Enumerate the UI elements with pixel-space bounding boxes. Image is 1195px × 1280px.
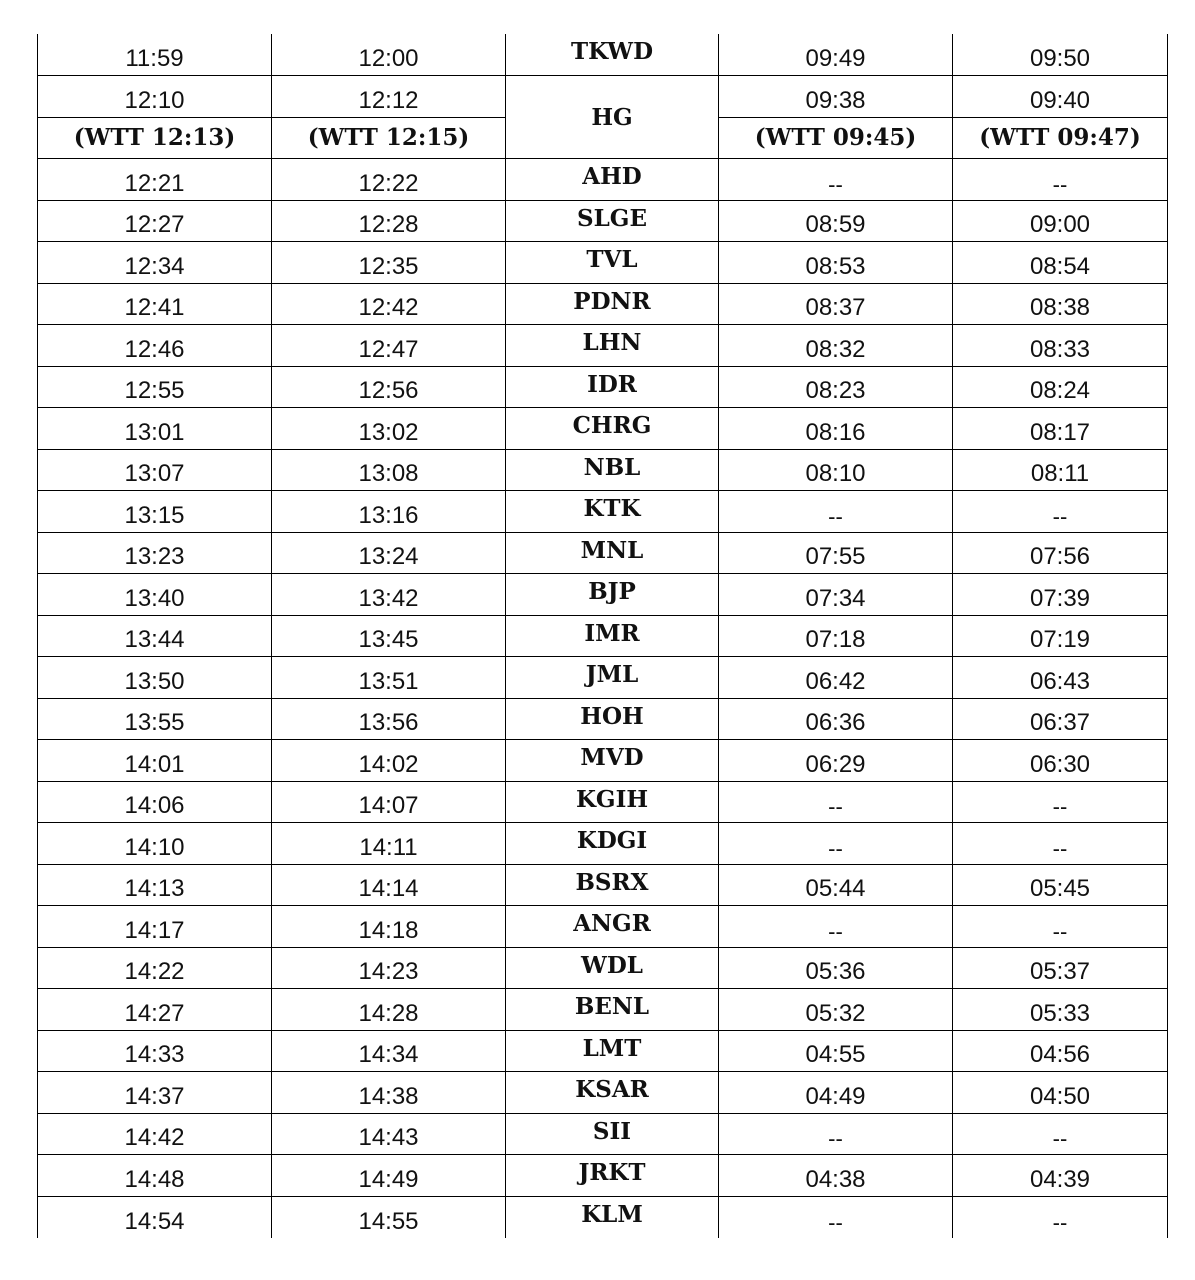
down-arrival-cell: 06:42 bbox=[719, 657, 953, 699]
up-departure-cell: 12:12 bbox=[272, 76, 506, 118]
table-row bbox=[38, 698, 1168, 740]
up-departure-cell: 14:43 bbox=[272, 1113, 506, 1155]
down-departure-cell: 04:56 bbox=[953, 1030, 1168, 1072]
up-arrival-cell: 14:27 bbox=[38, 989, 272, 1031]
up-arrival-cell: 14:48 bbox=[38, 1155, 272, 1197]
up-departure-cell: 14:28 bbox=[272, 989, 506, 1031]
table-row bbox=[38, 532, 1168, 574]
up-departure-cell: 13:45 bbox=[272, 615, 506, 657]
down-arrival-cell: -- bbox=[719, 781, 953, 823]
up-departure-cell: 14:23 bbox=[272, 947, 506, 989]
station-code-cell: SII bbox=[506, 1113, 719, 1155]
up-arrival-cell: 14:17 bbox=[38, 906, 272, 948]
down-departure-cell: 09:50 bbox=[953, 34, 1168, 76]
up-departure-cell: 12:35 bbox=[272, 242, 506, 284]
up-departure-cell: 12:42 bbox=[272, 283, 506, 325]
down-arrival-cell: 07:34 bbox=[719, 574, 953, 616]
table-row bbox=[38, 159, 1168, 201]
down-arrival-cell: -- bbox=[719, 159, 953, 201]
timetable bbox=[37, 34, 1168, 1238]
down-departure-cell: 07:39 bbox=[953, 574, 1168, 616]
station-code-cell: BENL bbox=[506, 989, 719, 1031]
down-departure-cell: -- bbox=[953, 781, 1168, 823]
up-departure-cell: 13:02 bbox=[272, 408, 506, 450]
up-departure-cell: 12:00 bbox=[272, 34, 506, 76]
down-departure-cell: 05:33 bbox=[953, 989, 1168, 1031]
down-arrival-cell: 08:10 bbox=[719, 449, 953, 491]
table-row bbox=[38, 34, 1168, 76]
up-arrival-cell: 13:44 bbox=[38, 615, 272, 657]
station-code-cell: HOH bbox=[506, 698, 719, 740]
wtt-down-departure-cell: (WTT 09:47) bbox=[953, 117, 1168, 159]
down-departure-cell: -- bbox=[953, 823, 1168, 865]
station-code-cell: MVD bbox=[506, 740, 719, 782]
down-departure-cell: -- bbox=[953, 491, 1168, 533]
down-departure-cell: 04:39 bbox=[953, 1155, 1168, 1197]
down-arrival-cell: 08:37 bbox=[719, 283, 953, 325]
station-code-cell: TVL bbox=[506, 242, 719, 284]
down-departure-cell: -- bbox=[953, 1113, 1168, 1155]
table-row bbox=[38, 615, 1168, 657]
table-row bbox=[38, 657, 1168, 699]
down-arrival-cell: 04:49 bbox=[719, 1072, 953, 1114]
station-code-cell: KTK bbox=[506, 491, 719, 533]
station-code-cell: JRKT bbox=[506, 1155, 719, 1197]
down-arrival-cell: -- bbox=[719, 823, 953, 865]
down-departure-cell: -- bbox=[953, 906, 1168, 948]
up-arrival-cell: 12:10 bbox=[38, 76, 272, 118]
up-arrival-cell: 13:07 bbox=[38, 449, 272, 491]
table-row bbox=[38, 325, 1168, 367]
table-row bbox=[38, 1113, 1168, 1155]
station-code-cell: BSRX bbox=[506, 864, 719, 906]
down-departure-cell: 05:37 bbox=[953, 947, 1168, 989]
station-code-cell: SLGE bbox=[506, 200, 719, 242]
table-row bbox=[38, 1030, 1168, 1072]
up-arrival-cell: 12:55 bbox=[38, 366, 272, 408]
down-arrival-cell: 05:44 bbox=[719, 864, 953, 906]
up-departure-cell: 12:56 bbox=[272, 366, 506, 408]
down-arrival-cell: 07:55 bbox=[719, 532, 953, 574]
table-row bbox=[38, 947, 1168, 989]
up-departure-cell: 14:18 bbox=[272, 906, 506, 948]
down-departure-cell: 09:40 bbox=[953, 76, 1168, 118]
table-row bbox=[38, 740, 1168, 782]
wtt-down-arrival-cell: (WTT 09:45) bbox=[719, 117, 953, 159]
down-departure-cell: 08:54 bbox=[953, 242, 1168, 284]
station-code-cell: KLM bbox=[506, 1196, 719, 1238]
down-departure-cell: 04:50 bbox=[953, 1072, 1168, 1114]
up-arrival-cell: 14:13 bbox=[38, 864, 272, 906]
station-code-cell: BJP bbox=[506, 574, 719, 616]
table-row bbox=[38, 449, 1168, 491]
down-departure-cell: 05:45 bbox=[953, 864, 1168, 906]
table-row bbox=[38, 989, 1168, 1031]
up-departure-cell: 14:38 bbox=[272, 1072, 506, 1114]
up-departure-cell: 12:22 bbox=[272, 159, 506, 201]
up-departure-cell: 13:42 bbox=[272, 574, 506, 616]
down-arrival-cell: 05:32 bbox=[719, 989, 953, 1031]
station-code-cell: HG bbox=[506, 76, 719, 159]
down-arrival-cell: 04:38 bbox=[719, 1155, 953, 1197]
up-departure-cell: 12:28 bbox=[272, 200, 506, 242]
up-arrival-cell: 12:21 bbox=[38, 159, 272, 201]
down-departure-cell: 08:11 bbox=[953, 449, 1168, 491]
wtt-up-arrival-cell: (WTT 12:13) bbox=[38, 117, 272, 159]
down-arrival-cell: -- bbox=[719, 491, 953, 533]
up-arrival-cell: 14:33 bbox=[38, 1030, 272, 1072]
down-arrival-cell: -- bbox=[719, 906, 953, 948]
up-arrival-cell: 12:46 bbox=[38, 325, 272, 367]
station-code-cell: KDGI bbox=[506, 823, 719, 865]
up-departure-cell: 14:14 bbox=[272, 864, 506, 906]
station-code-cell: NBL bbox=[506, 449, 719, 491]
up-departure-cell: 13:24 bbox=[272, 532, 506, 574]
table-row bbox=[38, 1196, 1168, 1238]
up-departure-cell: 13:08 bbox=[272, 449, 506, 491]
down-arrival-cell: 05:36 bbox=[719, 947, 953, 989]
up-departure-cell: 13:16 bbox=[272, 491, 506, 533]
up-departure-cell: 13:56 bbox=[272, 698, 506, 740]
down-arrival-cell: 09:38 bbox=[719, 76, 953, 118]
table-row bbox=[38, 1072, 1168, 1114]
station-code-cell: PDNR bbox=[506, 283, 719, 325]
up-departure-cell: 14:49 bbox=[272, 1155, 506, 1197]
up-arrival-cell: 14:10 bbox=[38, 823, 272, 865]
table-row bbox=[38, 906, 1168, 948]
down-departure-cell: 08:24 bbox=[953, 366, 1168, 408]
table-row bbox=[38, 283, 1168, 325]
down-departure-cell: 08:33 bbox=[953, 325, 1168, 367]
up-arrival-cell: 13:15 bbox=[38, 491, 272, 533]
up-departure-cell: 13:51 bbox=[272, 657, 506, 699]
down-departure-cell: 06:37 bbox=[953, 698, 1168, 740]
up-arrival-cell: 14:37 bbox=[38, 1072, 272, 1114]
station-code-cell: KSAR bbox=[506, 1072, 719, 1114]
wtt-up-departure-cell: (WTT 12:15) bbox=[272, 117, 506, 159]
table-row bbox=[38, 366, 1168, 408]
table-row bbox=[38, 491, 1168, 533]
down-arrival-cell: 08:53 bbox=[719, 242, 953, 284]
table-row bbox=[38, 242, 1168, 284]
up-arrival-cell: 14:01 bbox=[38, 740, 272, 782]
station-code-cell: MNL bbox=[506, 532, 719, 574]
down-departure-cell: 08:17 bbox=[953, 408, 1168, 450]
table-row bbox=[38, 823, 1168, 865]
up-arrival-cell: 14:22 bbox=[38, 947, 272, 989]
down-arrival-cell: 09:49 bbox=[719, 34, 953, 76]
table-row bbox=[38, 408, 1168, 450]
down-departure-cell: 06:30 bbox=[953, 740, 1168, 782]
up-arrival-cell: 13:23 bbox=[38, 532, 272, 574]
up-arrival-cell: 12:34 bbox=[38, 242, 272, 284]
up-arrival-cell: 14:42 bbox=[38, 1113, 272, 1155]
down-arrival-cell: 08:32 bbox=[719, 325, 953, 367]
timetable-body bbox=[38, 34, 1168, 1238]
up-departure-cell: 12:47 bbox=[272, 325, 506, 367]
up-departure-cell: 14:07 bbox=[272, 781, 506, 823]
up-departure-cell: 14:02 bbox=[272, 740, 506, 782]
up-departure-cell: 14:55 bbox=[272, 1196, 506, 1238]
station-code-cell: JML bbox=[506, 657, 719, 699]
down-arrival-cell: 07:18 bbox=[719, 615, 953, 657]
up-arrival-cell: 14:06 bbox=[38, 781, 272, 823]
down-arrival-cell: -- bbox=[719, 1196, 953, 1238]
down-departure-cell: -- bbox=[953, 159, 1168, 201]
up-arrival-cell: 13:55 bbox=[38, 698, 272, 740]
station-code-cell: CHRG bbox=[506, 408, 719, 450]
up-arrival-cell: 13:40 bbox=[38, 574, 272, 616]
station-code-cell: ANGR bbox=[506, 906, 719, 948]
down-arrival-cell: 08:59 bbox=[719, 200, 953, 242]
up-departure-cell: 14:34 bbox=[272, 1030, 506, 1072]
up-arrival-cell: 13:50 bbox=[38, 657, 272, 699]
down-arrival-cell: 06:29 bbox=[719, 740, 953, 782]
station-code-cell: WDL bbox=[506, 947, 719, 989]
down-arrival-cell: 08:23 bbox=[719, 366, 953, 408]
station-code-cell: LHN bbox=[506, 325, 719, 367]
up-arrival-cell: 14:54 bbox=[38, 1196, 272, 1238]
up-arrival-cell: 11:59 bbox=[38, 34, 272, 76]
table-row bbox=[38, 864, 1168, 906]
down-departure-cell: 09:00 bbox=[953, 200, 1168, 242]
down-departure-cell: 08:38 bbox=[953, 283, 1168, 325]
station-code-cell: KGIH bbox=[506, 781, 719, 823]
down-arrival-cell: 06:36 bbox=[719, 698, 953, 740]
table-row bbox=[38, 200, 1168, 242]
down-departure-cell: -- bbox=[953, 1196, 1168, 1238]
down-arrival-cell: 08:16 bbox=[719, 408, 953, 450]
station-code-cell: LMT bbox=[506, 1030, 719, 1072]
table-row bbox=[38, 781, 1168, 823]
station-code-cell: IDR bbox=[506, 366, 719, 408]
station-code-cell: TKWD bbox=[506, 34, 719, 76]
up-arrival-cell: 13:01 bbox=[38, 408, 272, 450]
station-code-cell: IMR bbox=[506, 615, 719, 657]
down-departure-cell: 06:43 bbox=[953, 657, 1168, 699]
down-departure-cell: 07:56 bbox=[953, 532, 1168, 574]
down-arrival-cell: -- bbox=[719, 1113, 953, 1155]
up-arrival-cell: 12:27 bbox=[38, 200, 272, 242]
up-arrival-cell: 12:41 bbox=[38, 283, 272, 325]
table-row bbox=[38, 76, 1168, 118]
station-code-cell: AHD bbox=[506, 159, 719, 201]
table-row bbox=[38, 574, 1168, 616]
down-arrival-cell: 04:55 bbox=[719, 1030, 953, 1072]
down-departure-cell: 07:19 bbox=[953, 615, 1168, 657]
table-row bbox=[38, 1155, 1168, 1197]
up-departure-cell: 14:11 bbox=[272, 823, 506, 865]
